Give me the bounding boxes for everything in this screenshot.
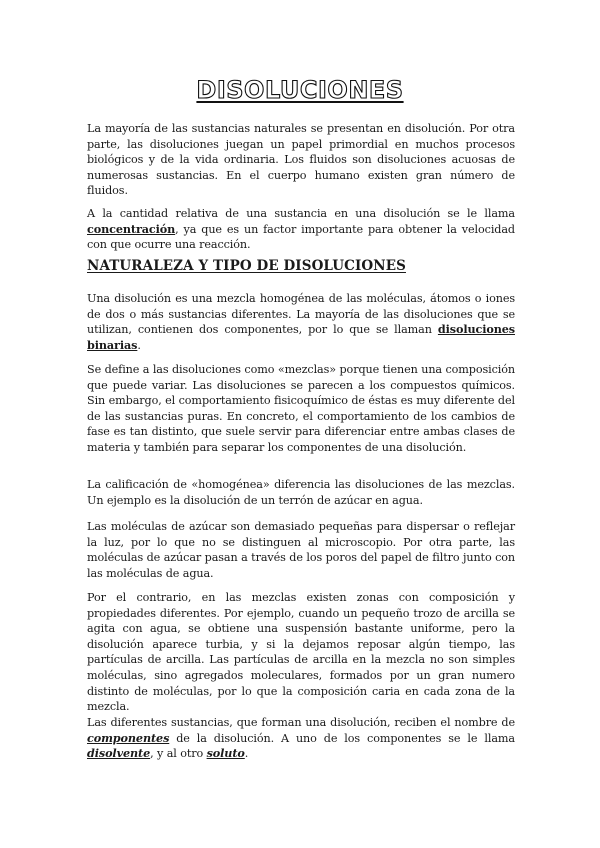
paragraph-mezclas: Se define a las disoluciones como «mezclas» porque tienen una composición que puede variar. Las disoluciones se parecen a los compuestos químicos. Sin embargo, el comportamiento fisicoquímico de éstas es muy diferente del de las sustancias puras. En concreto, el comportamiento de los cambios de fase es tan distinto, que suele servir para diferenciar entre ambas clases de materia y también para separar los componentes de una disolución. [87, 363, 515, 454]
section-heading: NATURALEZA Y TIPO DE DISOLUCIONES [87, 258, 406, 274]
text-run: Una disolución es una mezcla homogénea de las moléculas, átomos o iones de dos o más sustancias diferentes. La mayoría de las disoluciones que se utilizan, contienen dos componentes, por lo que se llaman [87, 292, 515, 337]
term-componentes: componentes [87, 730, 170, 745]
term-soluto: soluto [206, 746, 245, 761]
text-run: , y al otro [150, 747, 207, 761]
paragraph-componentes [87, 715, 515, 762]
paragraph-arcilla: Por el contrario, en las mezclas existen zonas con composición y propiedades diferentes. Por ejemplo, cuando un pequeño trozo de arcilla se agita con agua, se obtiene una suspensión bastante uniforme, pero la disolución aparece turbia, y si la dejamos reposar algún tiempo, las partículas de arcilla. Las partículas de arcilla en la mezcla no son simples moléculas, sino agregados moleculares, formados por un gran numero distinto de moléculas, por lo que la composición caria en cada zona de la mezcla. [87, 591, 515, 714]
paragraph-intro: La mayoría de las sustancias naturales se presentan en disolución. Por otra parte, las disoluciones juegan un papel primordial en muchos procesos biológicos y de la vida ordinaria. Los fluidos son disoluciones acuosas de numerosas sustancias. En el cuerpo humano existen gran número de fluidos. [87, 122, 515, 198]
term-disolvente: disolvente [87, 746, 151, 761]
paragraph-concentracion [87, 206, 515, 253]
text-run: A la cantidad relativa de una sustancia en una disolución se le llama [87, 207, 515, 220]
page-title: DISOLUCIONES [196, 76, 404, 104]
text-run: . [137, 338, 141, 352]
paragraph-azucar: Las moléculas de azúcar son demasiado pequeñas para dispersar o reflejar la luz, por lo que no se distinguen al microscopio. Por otra parte, las moléculas de azúcar pasan a través de los poros del papel de filtro junto con las moléculas de agua. [87, 520, 515, 580]
paragraph-definicion [87, 291, 515, 353]
paragraph-homogenea: La calificación de «homogénea» diferencia las disoluciones de las mezclas. Un ejemplo es la disolución de un terrón de azúcar en agua. [87, 478, 515, 507]
term-disoluciones-binarias: disoluciones binarias [87, 322, 515, 352]
text-run: Las diferentes sustancias, que forman una disolución, reciben el nombre de [87, 716, 515, 729]
term-concentracion: concentración [87, 221, 176, 236]
text-run: de la disolución. A uno de los componentes se le llama [169, 731, 515, 745]
text-run: , ya que es un factor importante para obtener la velocidad con que ocurre una reacción. [87, 222, 515, 252]
text-run: . [244, 747, 249, 761]
